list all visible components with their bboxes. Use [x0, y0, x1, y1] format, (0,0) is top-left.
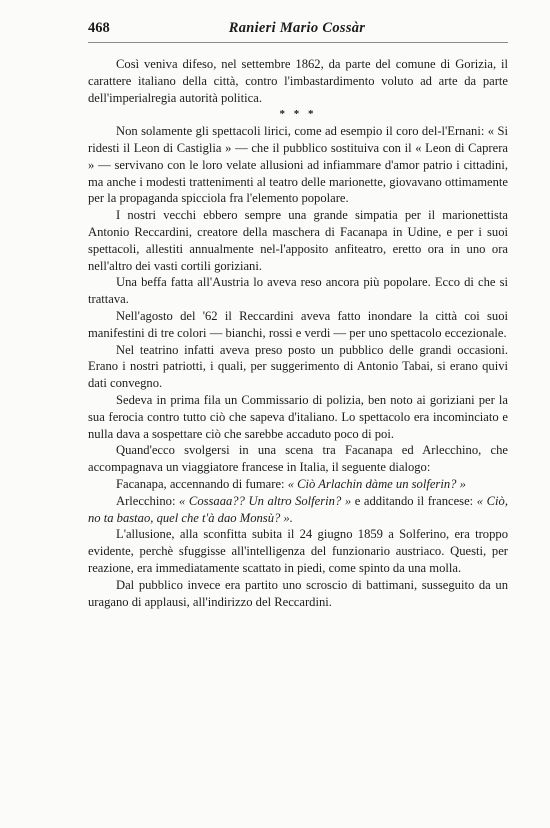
dialogue-line: « Ciò, no ta bastao, quel che t'à dao Monsù? ».: [88, 493, 508, 525]
paragraph: Nel teatrino infatti aveva preso posto un pubblico delle grandi occasioni. Erano i nostri patriotti, i quali, per suggerimento di Antonio Tabai, si erano quivi dati convegno.: [88, 342, 508, 391]
header-rule: [88, 42, 508, 43]
paragraph: I nostri vecchi ebbero sempre una grande simpatia per il marionettista Antonio Reccardini, creatore della maschera di Facanapa in Udine, e per i suoi spettacoli, allestiti annualmente nel-l'apposito anfiteatro, eretto ora in uno ora nell'altro dei vasti cortili goriziani.: [88, 208, 508, 273]
page-header: [88, 20, 506, 40]
paragraph: Quand'ecco svolgersi in una scena tra Facanapa ed Arlecchino, che accompagnava un viaggiatore francese in Italia, il seguente dialogo:: [88, 443, 508, 475]
dialogue-speaker: Facanapa, accennando di fumare:: [116, 476, 288, 491]
dialogue-line: « Cossaaa?? Un altro Solferin? »: [179, 493, 352, 508]
dialogue-facanapa: [88, 476, 508, 493]
dialogue-line: « Ciò Arlachin dàme un solferin? »: [287, 476, 466, 491]
paragraph: Dal pubblico invece era partito uno scroscio di battimani, susseguito da un uragano di applausi, all'indirizzo del Reccardini.: [88, 577, 508, 609]
paragraph: L'allusione, alla sconfitta subita il 24 giugno 1859 a Solferino, era troppo evidente, perchè sfuggisse all'intelligenza del funzionario austriaco. Questi, per reazione, era immediatamente scattato in piedi, come spinto da una molla.: [88, 527, 508, 575]
body-text: [88, 56, 508, 610]
section-separator: * * *: [279, 108, 317, 121]
paragraph: Non solamente gli spettacoli lirici, come ad esempio il coro del-l'Ernani: « Si ridesti il Leon di Castiglia » — che il pubblico sostituiva con il « Leon di Caprera » — servivano con le loro velate allusioni ad infiammare d'amor patrio i cittadini, ma anche i modesti trattenimenti al teatro delle marionette, giovavano ottimamente per la propaganda spicciola fra l'elemento popolare.: [88, 124, 508, 206]
paragraph: Così veniva difeso, nel settembre 1862, da parte del comune di Gorizia, il carattere italiano della città, contro l'imbastardimento voluto ad arte da parte dell'imperialregia autorità politica.: [88, 57, 508, 105]
dialogue-arlecchino: [88, 493, 508, 527]
dialogue-narration: e additando il francese:: [351, 493, 477, 508]
paragraph: Una beffa fatta all'Austria lo aveva reso ancora più popolare. Ecco di che si trattava.: [88, 275, 508, 307]
page-number: 468: [88, 20, 110, 36]
running-head: Ranieri Mario Cossàr: [228, 20, 366, 36]
paragraph: Sedeva in prima fila un Commissario di polizia, ben noto ai goriziani per la sua ferocia contro tutto ciò che sapeva d'italiano. Lo spettacolo era incominciato e nulla dava a sospettare ciò che sarebbe accaduto poco di poi.: [88, 392, 508, 441]
paragraph: Nell'agosto del '62 il Reccardini aveva fatto inondare la città coi suoi manifestini di tre colori — bianchi, rossi e verdi — per uno spettacolo eccezionale.: [88, 308, 508, 340]
dialogue-speaker: Arlecchino:: [116, 493, 180, 508]
